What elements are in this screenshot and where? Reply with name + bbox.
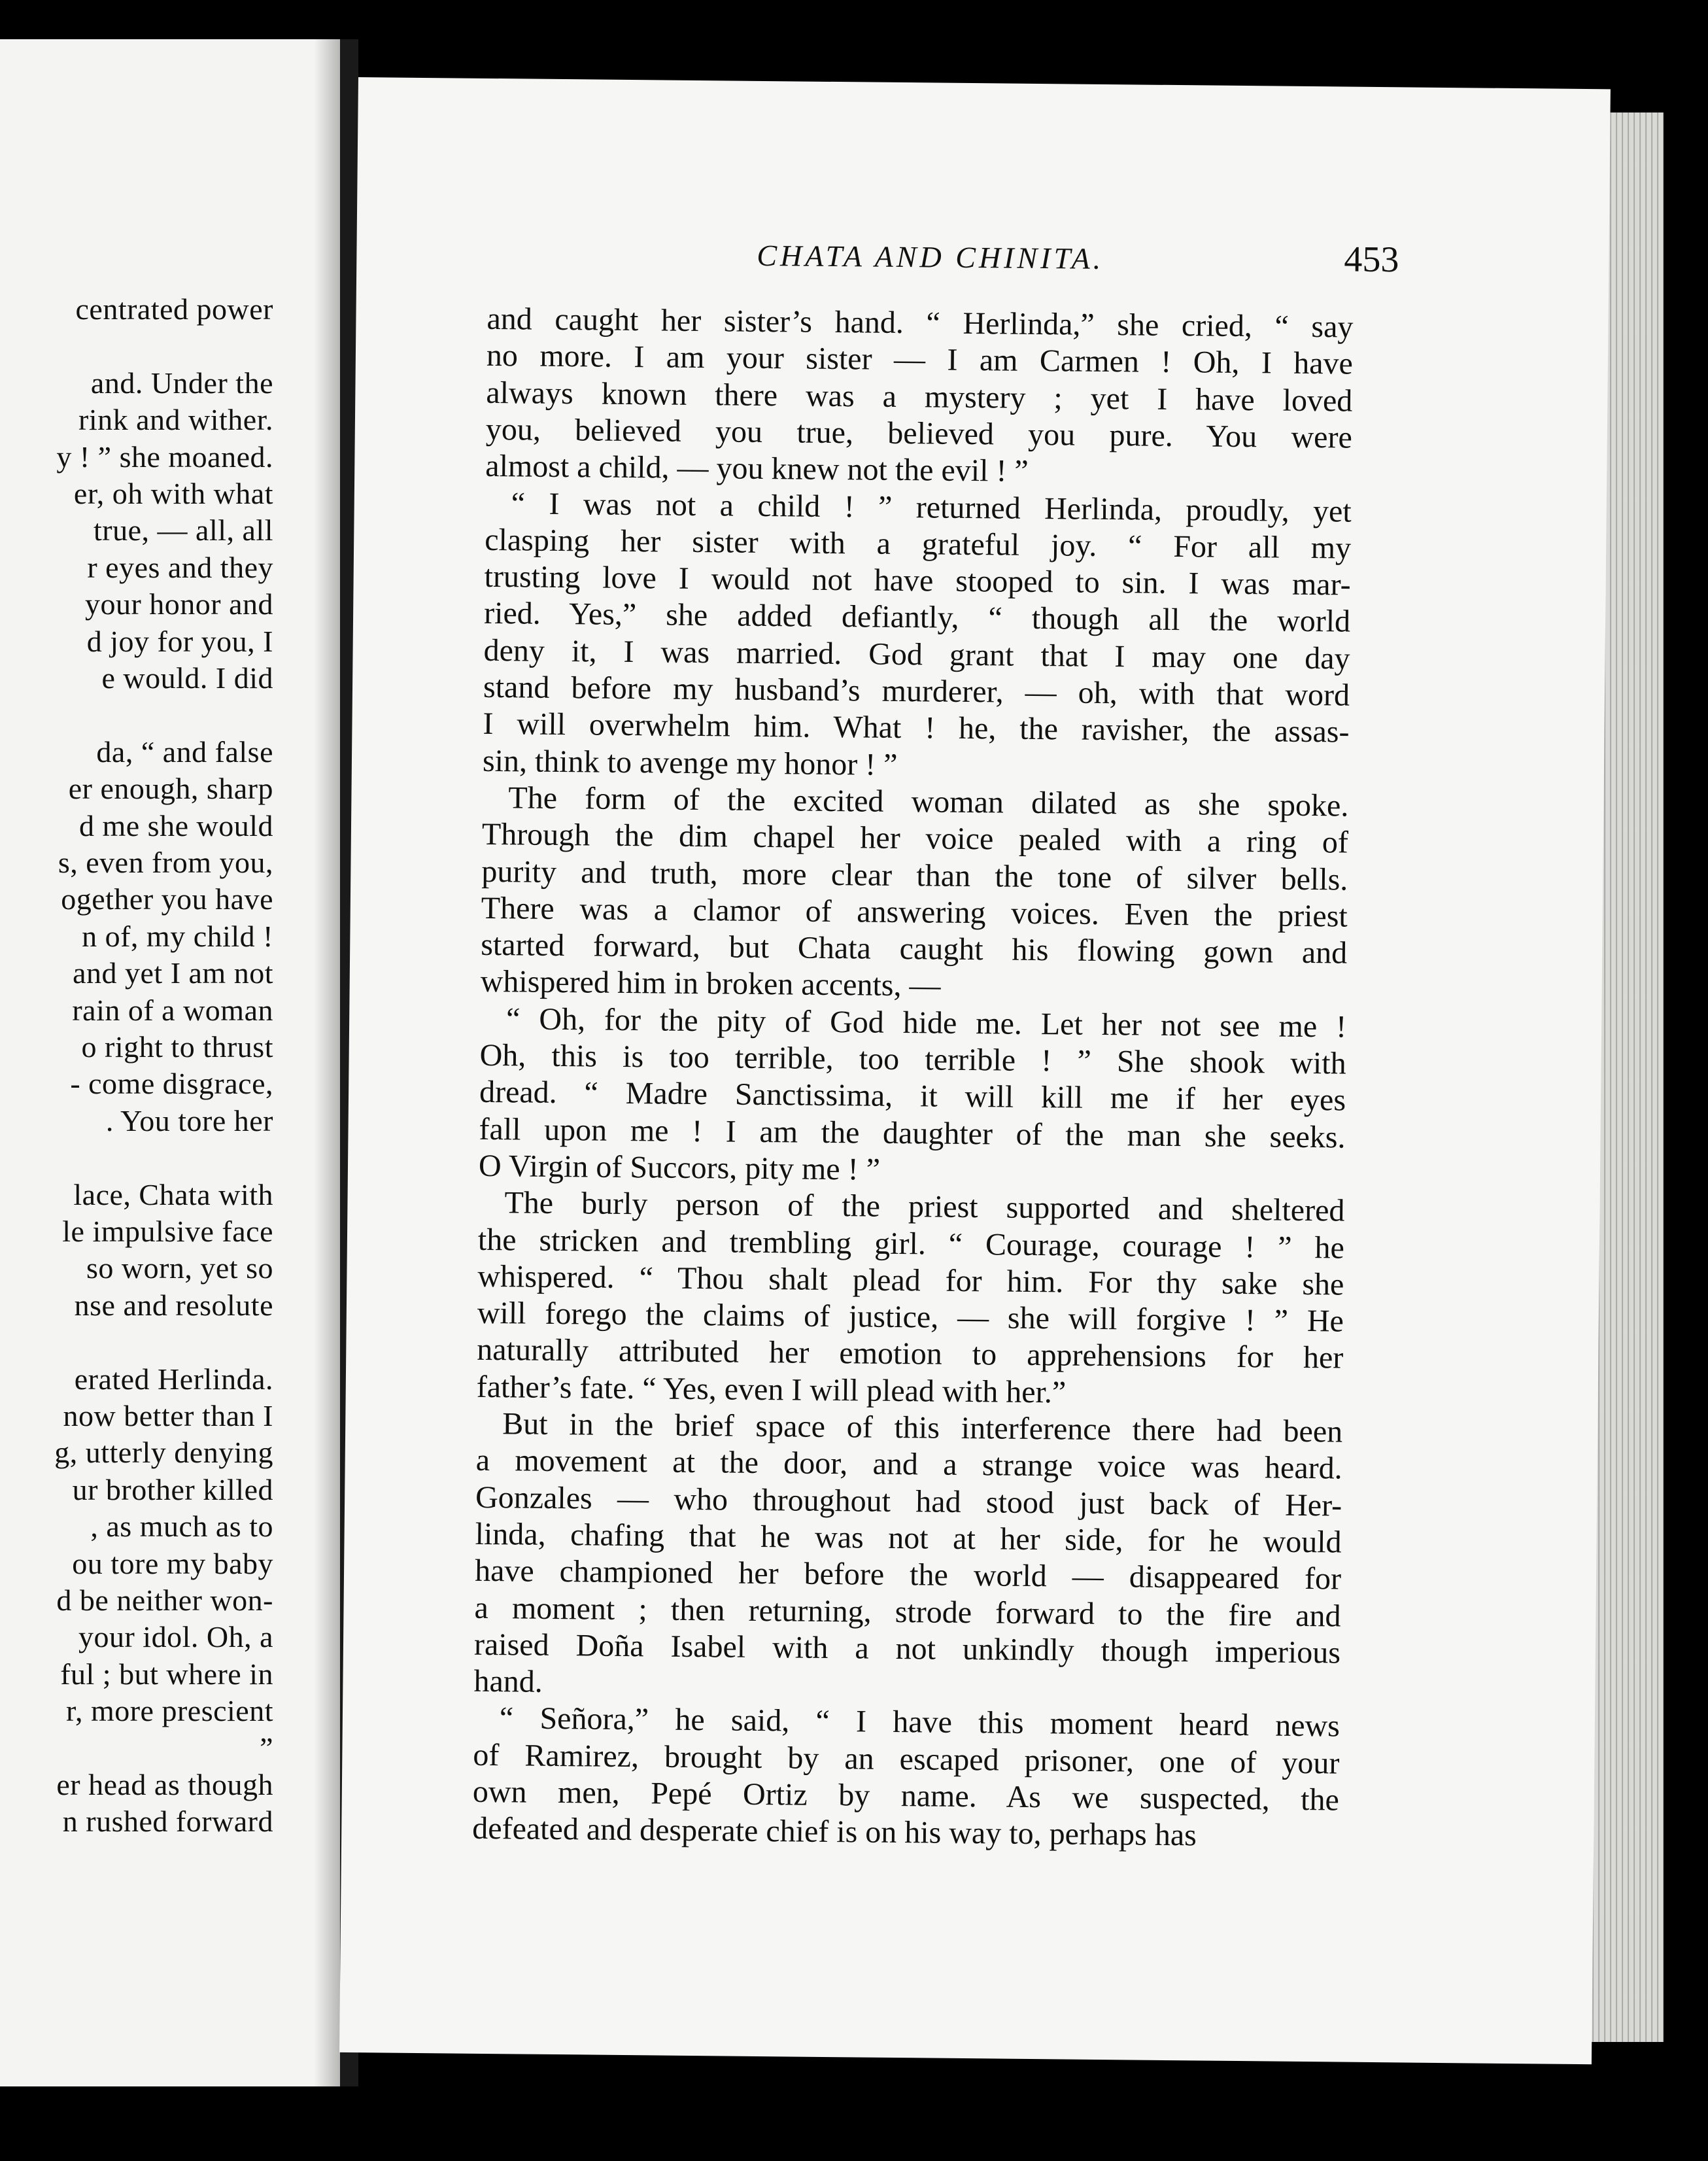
text-line: linda, chafing that he was not at her side, for he would xyxy=(475,1516,1342,1560)
left-text-line: rink and wither. xyxy=(78,403,273,437)
text-line: defeated and desperate chief is on his way to, perhaps has xyxy=(472,1811,1197,1853)
running-head: CHATA AND CHINITA. xyxy=(757,238,1104,275)
left-text-line: and. Under the xyxy=(90,366,273,400)
right-page xyxy=(339,77,1611,2064)
left-text-line: r eyes and they xyxy=(87,550,273,584)
text-line: no more. I am your sister — I am Carmen ! Oh, I have xyxy=(486,338,1354,381)
text-line: “ Oh, for the pity of God hide me. Let her not see me ! xyxy=(505,1001,1347,1045)
text-line: ried. Yes,” she added defiantly, “ though all the world xyxy=(483,596,1351,639)
text-line: “ Señora,” he said, “ I have this moment heard news xyxy=(499,1701,1341,1744)
page-number: 453 xyxy=(1344,239,1399,281)
left-text-line: er, oh with what xyxy=(73,477,273,510)
left-text-line: y ! ” she moaned. xyxy=(56,440,273,474)
left-text-line: d me she would xyxy=(78,808,273,842)
left-text-line: ” xyxy=(260,1731,273,1765)
left-text-line: er head as though xyxy=(56,1768,273,1801)
text-line: hand. xyxy=(473,1663,543,1699)
text-line: of Ramirez, brought by an escaped prisoner, one of your xyxy=(473,1737,1340,1781)
left-text-line: ful ; but where in xyxy=(60,1657,273,1691)
left-text-line: true, — all, all xyxy=(94,513,273,547)
text-line: naturally attributed her emotion to apprehensions for her xyxy=(477,1332,1344,1375)
text-line: the stricken and trembling girl. “ Courage, courage ! ” he xyxy=(477,1222,1345,1266)
text-line: The form of the excited woman dilated as she spoke. xyxy=(508,780,1349,823)
text-line: raised Doña Isabel with a not unkindly though imperious xyxy=(473,1627,1341,1670)
left-text-line: n of, my child ! xyxy=(82,919,273,953)
left-page-shadow xyxy=(314,39,340,2086)
text-line: Gonzales — who throughout had stood just back of Her- xyxy=(475,1479,1342,1523)
text-line: a movement at the door, and a strange voice was heard. xyxy=(475,1443,1342,1486)
left-text-line: da, “ and false xyxy=(96,735,273,769)
text-line: father’s fate. “ Yes, even I will plead with her.” xyxy=(476,1369,1067,1410)
text-line: clasping her sister with a grateful joy. “ For all my xyxy=(484,522,1352,566)
text-line: started forward, but Chata caught his flowing gown and xyxy=(481,927,1348,971)
text-line: There was a clamor of answering voices. Even the priest xyxy=(481,890,1348,934)
text-line: always known there was a mystery ; yet I have loved xyxy=(486,375,1353,419)
right-page-text xyxy=(339,77,1611,2064)
left-text-line: le impulsive face xyxy=(62,1215,273,1248)
left-text-line: ogether you have xyxy=(61,882,273,916)
text-line: trusting love I would not have stooped to sin. I was mar- xyxy=(484,559,1351,602)
text-line: whispered him in broken accents, — xyxy=(480,964,941,1004)
left-text-line: now better than I xyxy=(63,1399,273,1432)
left-text-line: ur brother killed xyxy=(72,1472,273,1506)
left-text-line: lace, Chata with xyxy=(73,1177,273,1211)
left-page xyxy=(0,39,340,2086)
text-line: stand before my husband’s murderer, — oh, with that word xyxy=(483,669,1350,713)
left-text-line: your idol. Oh, a xyxy=(78,1620,273,1654)
left-page-text xyxy=(0,39,340,2086)
left-text-line: r, more prescient xyxy=(65,1694,273,1728)
text-line: Oh, this is too terrible, too terrible ! ” She shook with xyxy=(479,1037,1346,1081)
text-line: will forego the claims of justice, — she will forgive ! ” He xyxy=(477,1295,1344,1339)
left-text-line: erated Herlinda. xyxy=(74,1362,273,1396)
text-line: have championed her before the world — disappeared for xyxy=(474,1553,1342,1597)
left-text-line: ou tore my baby xyxy=(72,1546,273,1580)
left-text-line: centrated power xyxy=(75,292,273,326)
left-text-line: , as much as to xyxy=(90,1510,273,1544)
text-line: you, believed you true, believed you pure. You were xyxy=(485,411,1353,455)
left-text-line: . You tore her xyxy=(105,1103,273,1137)
left-text-line: o right to thrust xyxy=(81,1030,273,1063)
text-line: own men, Pepé Ortiz by name. As we suspected, the xyxy=(472,1774,1340,1818)
text-line: whispered. “ Thou shalt plead for him. For thy sake she xyxy=(477,1258,1344,1302)
text-line: a moment ; then returning, strode forward to the fire and xyxy=(474,1590,1341,1634)
text-line: sin, think to avenge my honor ! ” xyxy=(482,743,898,782)
left-text-line: your honor and xyxy=(84,587,273,621)
left-text-line: n rushed forward xyxy=(62,1805,273,1839)
text-line: dread. “ Madre Sanctissima, it will kill me if her eyes xyxy=(479,1075,1346,1118)
text-line: “ I was not a child ! ” returned Herlinda, proudly, yet xyxy=(511,485,1352,529)
text-line: almost a child, — you knew not the evil ! ” xyxy=(485,449,1029,489)
text-line: But in the brief space of this interference there had been xyxy=(502,1406,1343,1449)
left-text-line: s, even from you, xyxy=(58,846,273,879)
left-text-line: - come disgrace, xyxy=(70,1067,273,1101)
left-text-line: rain of a woman xyxy=(72,993,273,1027)
left-text-line: and yet I am not xyxy=(73,956,273,990)
left-text-line: er enough, sharp xyxy=(68,772,273,806)
left-text-line: e would. I did xyxy=(101,661,273,695)
text-line: The burly person of the priest supported and sheltered xyxy=(504,1185,1345,1228)
text-line: purity and truth, more clear than the tone of silver bells. xyxy=(481,854,1348,897)
text-line: fall upon me ! I am the daughter of the man she seeks. xyxy=(479,1111,1346,1155)
left-text-line: d joy for you, I xyxy=(86,624,273,658)
left-text-line: so worn, yet so xyxy=(86,1251,273,1285)
left-text-line: d be neither won- xyxy=(56,1583,273,1617)
text-line: Through the dim chapel her voice pealed with a ring of xyxy=(481,817,1349,860)
text-line: I will overwhelm him. What ! he, the ravisher, the assas- xyxy=(483,706,1350,750)
left-text-line: g, utterly denying xyxy=(54,1436,273,1470)
text-line: O Virgin of Succors, pity me ! ” xyxy=(478,1148,881,1187)
text-line: and caught her sister’s hand. “ Herlinda,” she cried, “ say xyxy=(487,301,1354,345)
left-text-line: nse and resolute xyxy=(74,1288,273,1322)
text-line: deny it, I was married. God grant that I may one day xyxy=(483,632,1350,676)
